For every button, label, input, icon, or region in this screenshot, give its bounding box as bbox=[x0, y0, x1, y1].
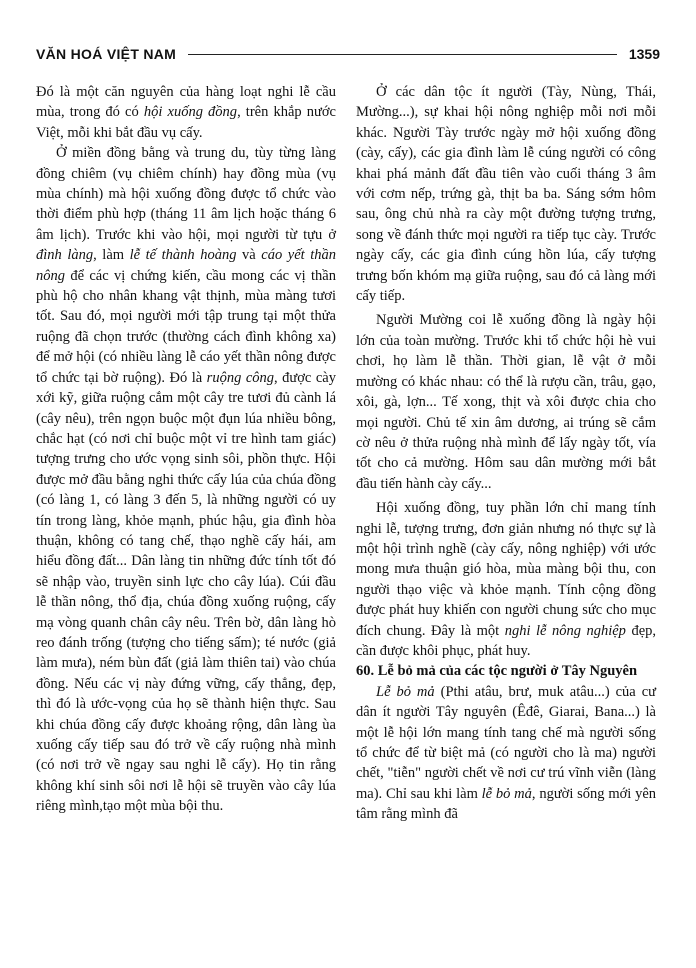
italic-term: lễ bỏ mả bbox=[481, 785, 532, 802]
section-heading: 60. Lễ bỏ mả của các tộc người ở Tây Nguyên bbox=[356, 663, 638, 680]
right-column bbox=[356, 82, 656, 825]
paragraph bbox=[356, 682, 656, 825]
italic-term: nghi lễ nông nghiệp bbox=[504, 622, 626, 639]
paragraph bbox=[36, 143, 336, 816]
italic-term: lễ tế thành hoàng bbox=[129, 247, 237, 264]
header-rule bbox=[188, 54, 617, 55]
paragraph bbox=[356, 498, 656, 661]
italic-term: Lễ bỏ mả bbox=[376, 683, 435, 700]
text-run: (Pthi atâu, brư, muk atâu...) của cư dân ít người Tây nguyên (Êđê, Giarai, Bana...) là một lễ hội lớn mang tính tang chế mà người sống tổ chức để từ biệt mả (có người cho là ma) người chết, "tiễn" người chết về nơi cư trú vĩnh viễn (làng ma). Chỉ sau khi làm bbox=[356, 683, 656, 802]
text-run: Người Mường coi lễ xuống đồng là ngày hội lớn của toàn mường. Trước khi tổ chức hội hè vui chơi, họ làm lễ thần. Thời gian, lễ vật ở mỗi mường có khác nhau: có thể là rượu cần, trâu, gạo, xôi, gà, lợn... Tế xong, thịt và xôi được chia cho mọi người. Chủ tế xin âm dương, ai trúng sẽ cắm cờ nêu ở thửa ruộng nhà mình để lấy ngày tốt, vía tốt cho cả mường. Hôm sau dân mường mới bắt đầu tiến hành cày cấy... bbox=[356, 312, 656, 492]
italic-term: đình làng bbox=[36, 247, 94, 264]
text-run: , được cày xới kỹ, giữa ruộng cắm một cây tre tươi đủ cành lá (cây nêu), trên ngọn buộc một đụn lúa nhiều bông, chắc hạt (có nơi chỉ buộc một vỉ tre hình tam giác) tượng trưng cho ước vọng sinh sôi, phồn thực. Hội được mở đầu bằng nghi thức cấy lúa của chúa đồng (có làng 1, có làng 3 đến 5, là những người có uy tín trong làng, khỏe mạnh, phúc hậu, gia đình hòa thuận, không có tang chế, thạo nghề cấy hái, am hiểu đồng đất... Dân làng tin những đức tính tốt đó sẽ nhập vào, truyền sinh lực cho cây lúa). Cúi đầu lễ thần nông, thổ địa, chúa đồng xuống ruộng, cấy mạ vòng quanh chân cây nêu. Trên bờ, dân làng hò reo đánh trống (tượng cho tiếng sấm); té nước (giả làm mưa), ném bùn đất (giả làm thiên tai) vào chúa đồng. Nếu các vị này đứng vững, cấy thẳng, đẹp, thì đó là ước-vọng của họ sẽ thành hiện thực. Sau khi chúa đồng cấy được khoảng rộng, dân làng ùa xuống cấy tiếp sau đó trở về cấy ruộng nhà mình (có nơi trở về ngay sau nghi lễ cấy). Họ tin rằng không khí sinh sôi nơi lễ hội sẽ truyền vào cây lúa riêng mình,tạo một mùa bội thu. bbox=[36, 369, 336, 815]
paragraph bbox=[356, 82, 656, 306]
paragraph bbox=[356, 310, 656, 494]
running-header bbox=[36, 44, 660, 64]
text-run: , trên khắp nước Việt, mỗi khi bắt đầu vụ cấy. bbox=[36, 104, 336, 141]
text-run: Hội xuống đồng, tuy phần lớn chỉ mang tính nghi lễ, tượng trưng, đơn giản nhưng nó thực sự là một hội trình nghề (cày cấy, nông nghiệp) với ước mong mưa thuận gió hòa, mùa màng bội thu, con người thạo việc và khỏe mạnh. Tính cộng đồng được phát huy khiến con người chung sức cho mục đích chung. Đây là một bbox=[356, 500, 656, 639]
italic-term: cáo yết thần nông bbox=[36, 247, 337, 284]
page-number: 1359 bbox=[628, 46, 660, 62]
text-run: để các vị chứng kiến, cầu mong các vị thần phù hộ cho nhân khang vật thịnh, mùa màng tươi tốt. Sau đó, mọi người mới tập trung tại một thửa ruộng đã chọn trước (thường cách đình không xa) để mở hội (có nhiều làng lễ cáo yết thần nông được tổ chức tại bờ ruộng). Đó là bbox=[36, 267, 336, 386]
paragraph bbox=[36, 82, 336, 143]
running-header-title: VĂN HOÁ VIỆT NAM bbox=[36, 46, 177, 62]
left-column bbox=[36, 82, 336, 817]
text-run: và bbox=[236, 247, 262, 264]
text-run: Ở các dân tộc ít người (Tày, Nùng, Thái, Mường...), sự khai hội nông nghiệp mỗi nơi mỗi khác. Người Tày trước ngày mở hội xuống đồng (cày, cấy), các gia đình làm lễ cúng người có công khai phá mảnh đất đầu tiên vào cuối tháng 3 âm với cơm nếp, trứng gà, thịt ba ba. Sáng sớm hôm sau, ông chủ nhà ra cày một đường tượng trưng, song về đánh thức mọi người ra tiếp tục cày. Trước ngày cấy, các gia đình cúng hồn lúa, cấy tượng trưng bốn khóm mạ giữa ruộng, sau đó cả làng mới cấy tiếp. bbox=[356, 84, 656, 305]
text-run: Ở miền đồng bằng và trung du, tùy từng làng đồng chiêm (vụ chiêm chính) hay đồng mùa (vụ mùa chính) mà hội xuống đồng được tổ chức vào thời điểm phù hợp (tháng 11 âm lịch hoặc tháng 6 âm lịch). Trước khi vào hội, mọi người từ tựu ở bbox=[36, 145, 336, 243]
italic-term: ruộng công bbox=[206, 369, 275, 386]
text-run: đẹp, cần được khôi phục, phát huy. bbox=[356, 622, 656, 659]
italic-term: hội xuống đồng bbox=[143, 104, 238, 121]
text-run: Đó là một căn nguyên của hàng loạt nghi lễ cầu mùa, trong đó có bbox=[36, 84, 336, 121]
text-run: , làm bbox=[93, 247, 130, 264]
text-run: , người sống mới yên tâm rằng mình đã bbox=[356, 785, 657, 823]
